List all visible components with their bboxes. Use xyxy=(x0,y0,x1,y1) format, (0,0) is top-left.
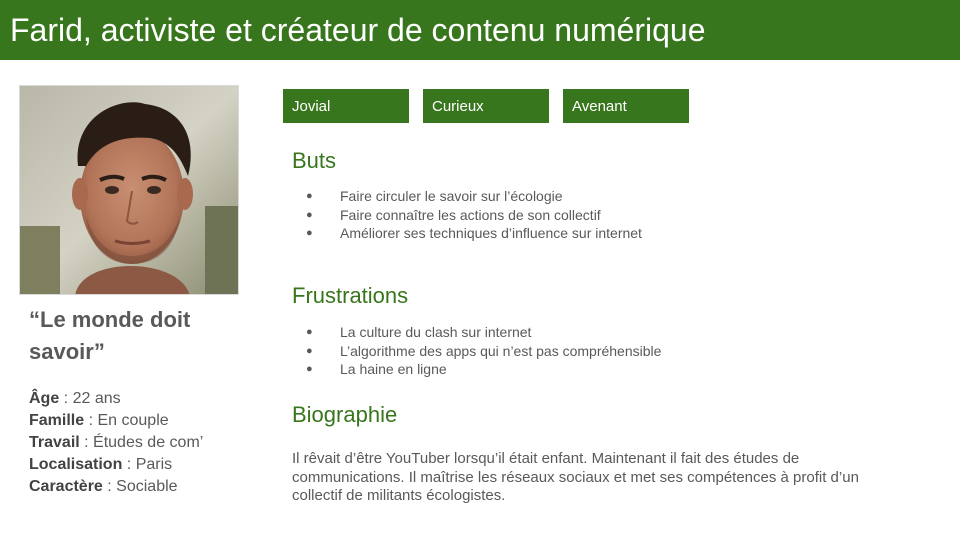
title-bar xyxy=(0,0,960,60)
fact-family xyxy=(29,410,269,432)
page-title: Farid, activiste et créateur de contenu numérique xyxy=(10,12,706,48)
section-title-frustrations: Frustrations xyxy=(292,283,409,308)
fact-value: : En couple xyxy=(84,412,169,429)
list-item xyxy=(292,323,661,342)
list-item-text: La culture du clash sur internet xyxy=(340,324,532,340)
goals-list xyxy=(292,187,642,243)
profile-photo xyxy=(19,85,239,295)
section-title-biography: Biographie xyxy=(292,402,398,427)
fact-label: Caractère xyxy=(29,478,103,495)
fact-age xyxy=(29,388,269,410)
list-item xyxy=(292,206,642,225)
list-item-text: Améliorer ses techniques d’influence sur internet xyxy=(340,225,642,241)
persona-facts xyxy=(29,388,269,498)
list-item xyxy=(292,224,642,243)
trait-tag: Curieux xyxy=(423,89,549,123)
fact-label: Travail xyxy=(29,434,80,451)
fact-label: Localisation xyxy=(29,456,123,473)
fact-location xyxy=(29,454,269,476)
list-item-text: L’algorithme des apps qui n’est pas compréhensible xyxy=(340,342,662,359)
frustrations-list xyxy=(292,323,661,379)
bullet-icon: ● xyxy=(306,227,313,239)
bullet-icon: ● xyxy=(306,190,313,202)
fact-label: Âge xyxy=(29,390,60,407)
persona-quote: “Le monde doit savoir” xyxy=(29,307,191,364)
trait-tag: Avenant xyxy=(563,89,689,123)
fact-value: : Sociable xyxy=(102,478,178,495)
list-item xyxy=(292,360,661,379)
fact-value: : Paris xyxy=(122,456,173,473)
fact-value: : Études de com’ xyxy=(79,434,204,451)
list-item xyxy=(292,342,661,361)
list-item-text: Faire circuler le savoir sur l’écologie xyxy=(340,188,563,204)
bullet-icon: ● xyxy=(306,326,313,338)
bullet-icon: ● xyxy=(306,208,313,221)
fact-character xyxy=(29,476,269,498)
bullet-icon: ● xyxy=(306,344,313,357)
fact-value: : 22 ans xyxy=(59,390,121,407)
fact-label: Famille xyxy=(29,412,85,429)
list-item xyxy=(292,187,642,206)
biography-text: Il rêvait d’être YouTuber lorsqu’il était enfant. Maintenant il fait des études de communications. Il maîtrise les réseaux sociaux et met ses compétences à profit d’un collectif de militants écologistes. xyxy=(292,450,859,504)
trait-tag: Jovial xyxy=(283,89,409,123)
list-item-text: La haine en ligne xyxy=(340,361,447,377)
bullet-icon: ● xyxy=(306,363,313,375)
fact-work xyxy=(29,432,269,454)
list-item-text: Faire connaître les actions de son collectif xyxy=(340,206,601,223)
section-title-goals: Buts xyxy=(292,148,337,173)
